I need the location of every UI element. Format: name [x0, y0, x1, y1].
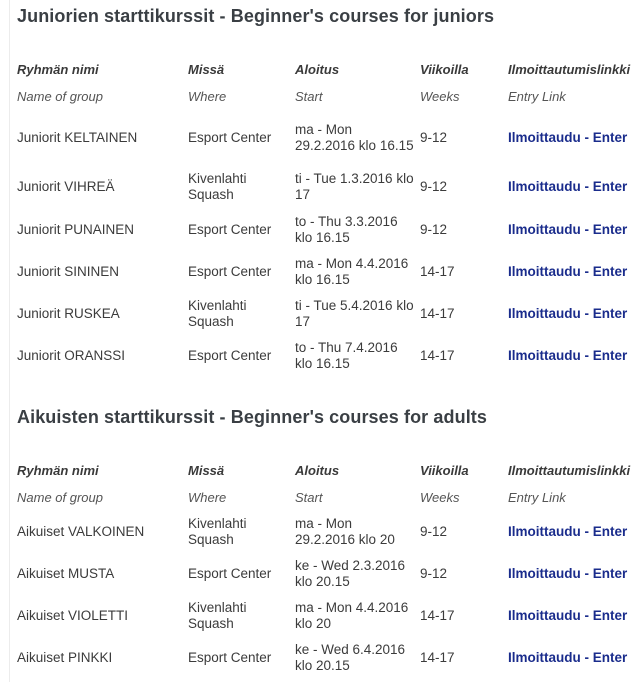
subheader-entry-link: Entry Link	[508, 490, 566, 505]
weeks: 14-17	[420, 264, 455, 279]
juniors-section-title: Juniorien starttikurssit - Beginner's courses for juniors	[17, 6, 495, 26]
subheader-group-name: Name of group	[17, 89, 103, 104]
start-date: to - Thu 3.3.2016 klo 16.15	[295, 214, 398, 245]
start-date: ti - Tue 1.3.2016 klo 17	[295, 171, 414, 202]
header-start: Aloitus	[295, 62, 340, 77]
location: Esport Center	[188, 222, 272, 237]
group-name: Juniorit RUSKEA	[17, 306, 120, 321]
enter-link[interactable]: Ilmoittaudu - Enter	[508, 524, 628, 539]
location: Esport Center	[188, 566, 272, 581]
subheader-where: Where	[188, 490, 227, 505]
adults-section-title: Aikuisten starttikurssit - Beginner's courses for adults	[17, 407, 487, 427]
group-name: Juniorit SININEN	[17, 264, 120, 279]
group-name: Juniorit PUNAINEN	[17, 222, 135, 237]
header-group-name: Ryhmän nimi	[17, 463, 99, 478]
group-name: Juniorit ORANSSI	[17, 348, 126, 363]
subheader-group-name: Name of group	[17, 490, 103, 505]
weeks: 9-12	[420, 179, 448, 194]
table-row	[0, 208, 640, 252]
weeks: 14-17	[420, 650, 455, 665]
group-name: Aikuiset PINKKI	[17, 650, 113, 665]
header-where: Missä	[188, 463, 225, 478]
header-entry-link: Ilmoittautumislinkki	[508, 62, 631, 77]
header-weeks: Viikoilla	[420, 463, 469, 478]
table-row	[0, 250, 640, 294]
weeks: 14-17	[420, 306, 455, 321]
location: Esport Center	[188, 650, 272, 665]
header-where: Missä	[188, 62, 225, 77]
subheader-start: Start	[295, 89, 323, 104]
enter-link[interactable]: Ilmoittaudu - Enter	[508, 608, 628, 623]
enter-link[interactable]: Ilmoittaudu - Enter	[508, 650, 628, 665]
subheader-start: Start	[295, 490, 323, 505]
header-weeks: Viikoilla	[420, 62, 469, 77]
weeks: 9-12	[420, 524, 448, 539]
weeks: 14-17	[420, 608, 455, 623]
location: Kivenlahti Squash	[188, 516, 247, 547]
table-row	[0, 292, 640, 336]
header-group-name: Ryhmän nimi	[17, 62, 99, 77]
subheader-where: Where	[188, 89, 227, 104]
location: Kivenlahti Squash	[188, 600, 247, 631]
start-date: ma - Mon 4.4.2016 klo 20	[295, 600, 409, 631]
location: Kivenlahti Squash	[188, 171, 247, 202]
start-date: ti - Tue 5.4.2016 klo 17	[295, 298, 414, 329]
table-row	[0, 552, 640, 596]
group-name: Aikuiset VALKOINEN	[17, 524, 145, 539]
table-row	[0, 113, 640, 163]
weeks: 14-17	[420, 348, 455, 363]
start-date: ke - Wed 6.4.2016 klo 20.15	[295, 642, 406, 673]
table-row	[0, 510, 640, 554]
table-row	[0, 594, 640, 638]
location: Kivenlahti Squash	[188, 298, 247, 329]
subheader-entry-link: Entry Link	[508, 89, 566, 104]
group-name: Juniorit KELTAINEN	[17, 130, 138, 145]
enter-link[interactable]: Ilmoittaudu - Enter	[508, 306, 628, 321]
start-date: ma - Mon 29.2.2016 klo 20	[295, 516, 395, 547]
subheader-weeks: Weeks	[420, 490, 460, 505]
weeks: 9-12	[420, 222, 448, 237]
enter-link[interactable]: Ilmoittaudu - Enter	[508, 222, 628, 237]
table-row	[0, 165, 640, 209]
location: Esport Center	[188, 264, 272, 279]
table-row	[0, 636, 640, 680]
table-row	[0, 334, 640, 378]
enter-link[interactable]: Ilmoittaudu - Enter	[508, 179, 628, 194]
group-name: Aikuiset MUSTA	[17, 566, 115, 581]
subheader-weeks: Weeks	[420, 89, 460, 104]
weeks: 9-12	[420, 566, 448, 581]
weeks: 9-12	[420, 130, 448, 145]
start-date: ke - Wed 2.3.2016 klo 20.15	[295, 558, 406, 589]
start-date: to - Thu 7.4.2016 klo 16.15	[295, 340, 398, 371]
enter-link[interactable]: Ilmoittaudu - Enter	[508, 130, 628, 145]
location: Esport Center	[188, 130, 272, 145]
enter-link[interactable]: Ilmoittaudu - Enter	[508, 566, 628, 581]
enter-link[interactable]: Ilmoittaudu - Enter	[508, 348, 628, 363]
group-name: Aikuiset VIOLETTI	[17, 608, 129, 623]
enter-link[interactable]: Ilmoittaudu - Enter	[508, 264, 628, 279]
group-name: Juniorit VIHREÄ	[17, 179, 115, 194]
header-start: Aloitus	[295, 463, 340, 478]
start-date: ma - Mon 29.2.2016 klo 16.15	[295, 122, 414, 153]
start-date: ma - Mon 4.4.2016 klo 16.15	[295, 256, 409, 287]
header-entry-link: Ilmoittautumislinkki	[508, 463, 631, 478]
location: Esport Center	[188, 348, 272, 363]
